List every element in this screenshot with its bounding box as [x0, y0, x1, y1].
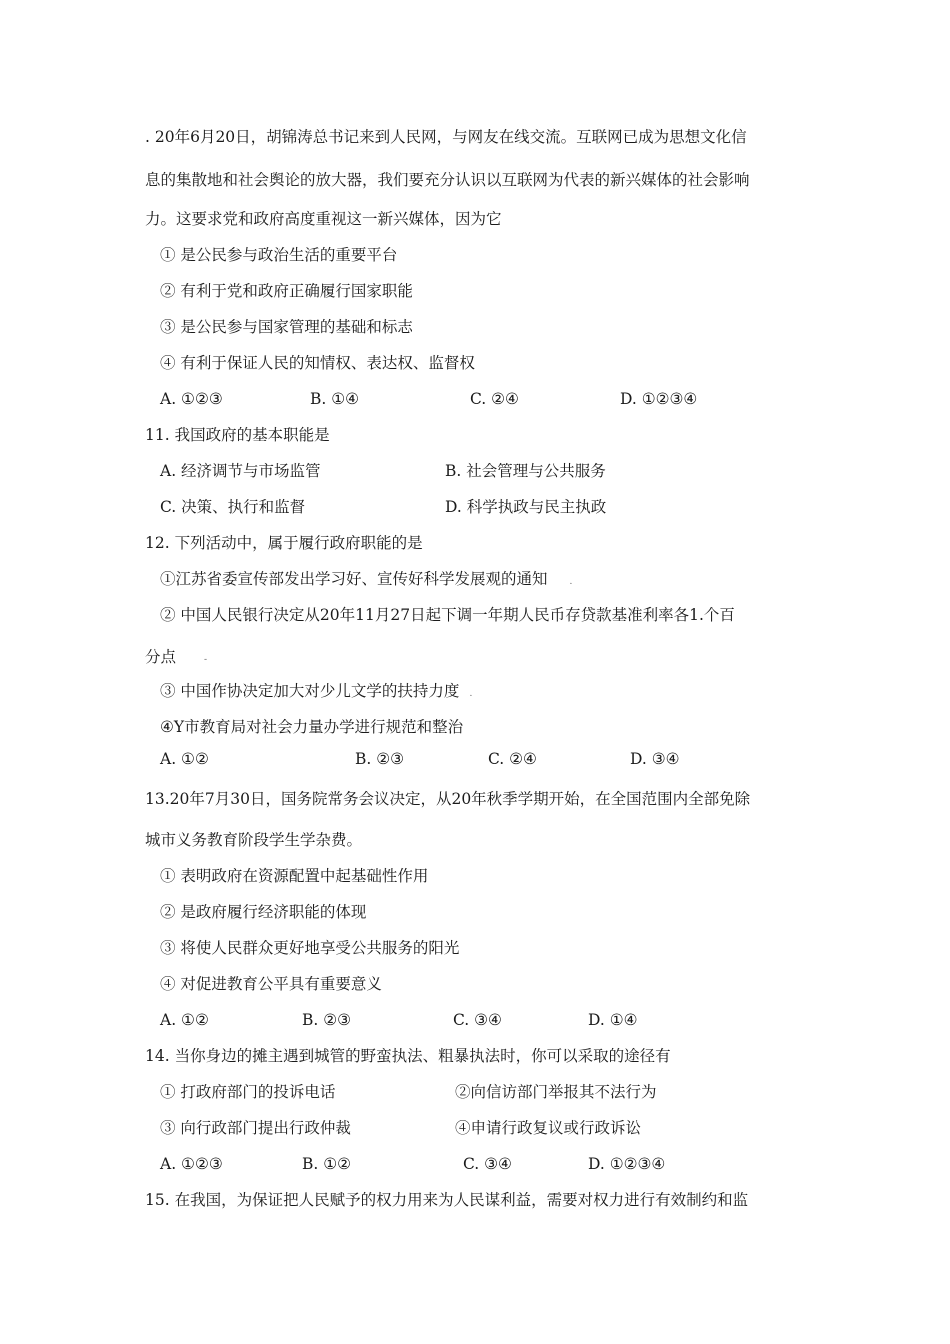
q12-item-2-line2-text: 分点	[145, 648, 177, 666]
q12-option-b[interactable]: B. ②③	[355, 750, 405, 768]
q14-item-3: ③ 向行政部门提出行政仲裁	[160, 1119, 351, 1137]
q12-option-d[interactable]: D. ③④	[630, 750, 680, 768]
q13-item-1: ① 表明政府在资源配置中起基础性作用	[160, 867, 429, 885]
q12-item-3	[160, 681, 472, 704]
q12-item-1	[160, 569, 572, 592]
q11-stem: 11. 我国政府的基本职能是	[145, 426, 330, 444]
q10-option-a[interactable]: A. ①②③	[160, 390, 223, 408]
q14-option-b[interactable]: B. ①②	[302, 1155, 352, 1173]
q10-item-2: ② 有利于党和政府正确履行国家职能	[160, 282, 413, 300]
q12-item-2-line2	[145, 647, 207, 670]
q10-option-b[interactable]: B. ①④	[310, 390, 360, 408]
q12-item-3-text: ③ 中国作协决定加大对少儿文学的扶持力度	[160, 682, 460, 700]
q11-option-c[interactable]: C. 决策、执行和监督	[160, 498, 306, 516]
q15-stem: 15. 在我国，为保证把人民赋予的权力用来为人民谋利益，需要对权力进行有效制约和监	[145, 1191, 749, 1209]
q14-option-d[interactable]: D. ①②③④	[588, 1155, 666, 1173]
q14-stem: 14. 当你身边的摊主遇到城管的野蛮执法、粗暴执法时，你可以采取的途径有	[145, 1047, 671, 1065]
q12-option-a[interactable]: A. ①②	[160, 750, 209, 768]
q12-item-1-text: ①江苏省委宣传部发出学习好、宣传好科学发展观的通知	[160, 570, 548, 588]
q13-option-d[interactable]: D. ①④	[588, 1011, 638, 1029]
scan-dot-mark: -	[204, 655, 208, 665]
scan-dot-mark: .	[569, 577, 573, 587]
q11-option-a[interactable]: A. 经济调节与市场监管	[160, 462, 321, 480]
q12-item-2-line1: ② 中国人民银行决定从20年11月27日起下调一年期人民币存贷款基准利率各1.个百	[160, 606, 735, 624]
q10-item-3: ③ 是公民参与国家管理的基础和标志	[160, 318, 413, 336]
q12-option-c[interactable]: C. ②④	[488, 750, 537, 768]
q13-option-c[interactable]: C. ③④	[453, 1011, 502, 1029]
q14-item-2: ②向信访部门举报其不法行为	[455, 1083, 657, 1101]
q11-option-b[interactable]: B. 社会管理与公共服务	[445, 462, 606, 480]
q10-option-c[interactable]: C. ②④	[470, 390, 519, 408]
q10-option-d[interactable]: D. ①②③④	[620, 390, 698, 408]
q14-item-4: ④申请行政复议或行政诉讼	[455, 1119, 642, 1137]
q13-option-b[interactable]: B. ②③	[302, 1011, 352, 1029]
q13-item-4: ④ 对促进教育公平具有重要意义	[160, 975, 382, 993]
q13-option-a[interactable]: A. ①②	[160, 1011, 209, 1029]
q11-option-d[interactable]: D. 科学执政与民主执政	[445, 498, 607, 516]
q12-item-4: ④Y市教育局对社会力量办学进行规范和整治	[160, 718, 464, 736]
q14-item-1: ① 打政府部门的投诉电话	[160, 1083, 336, 1101]
q12-stem: 12. 下列活动中，属于履行政府职能的是	[145, 534, 423, 552]
q13-stem-line1: 13.20年7月30日，国务院常务会议决定，从20年秋季学期开始，在全国范围内全部免除	[145, 790, 751, 808]
q14-option-a[interactable]: A. ①②③	[160, 1155, 223, 1173]
scan-dot-mark: .	[469, 689, 473, 699]
q10-item-4: ④ 有利于保证人民的知情权、表达权、监督权	[160, 354, 475, 372]
q10-stem-line2: 息的集散地和社会舆论的放大器，我们要充分认识以互联网为代表的新兴媒体的社会影响	[145, 171, 750, 189]
q10-stem-line3: 力。这要求党和政府高度重视这一新兴媒体，因为它	[145, 210, 502, 228]
q14-option-c[interactable]: C. ③④	[463, 1155, 512, 1173]
q13-item-2: ② 是政府履行经济职能的体现	[160, 903, 367, 921]
q10-stem-line1: . 20年6月20日，胡锦涛总书记来到人民网，与网友在线交流。互联网已成为思想文化信	[145, 128, 747, 146]
q10-item-1: ① 是公民参与政治生活的重要平台	[160, 246, 398, 264]
q13-stem-line2: 城市义务教育阶段学生学杂费。	[145, 831, 363, 849]
q13-item-3: ③ 将使人民群众更好地享受公共服务的阳光	[160, 939, 460, 957]
